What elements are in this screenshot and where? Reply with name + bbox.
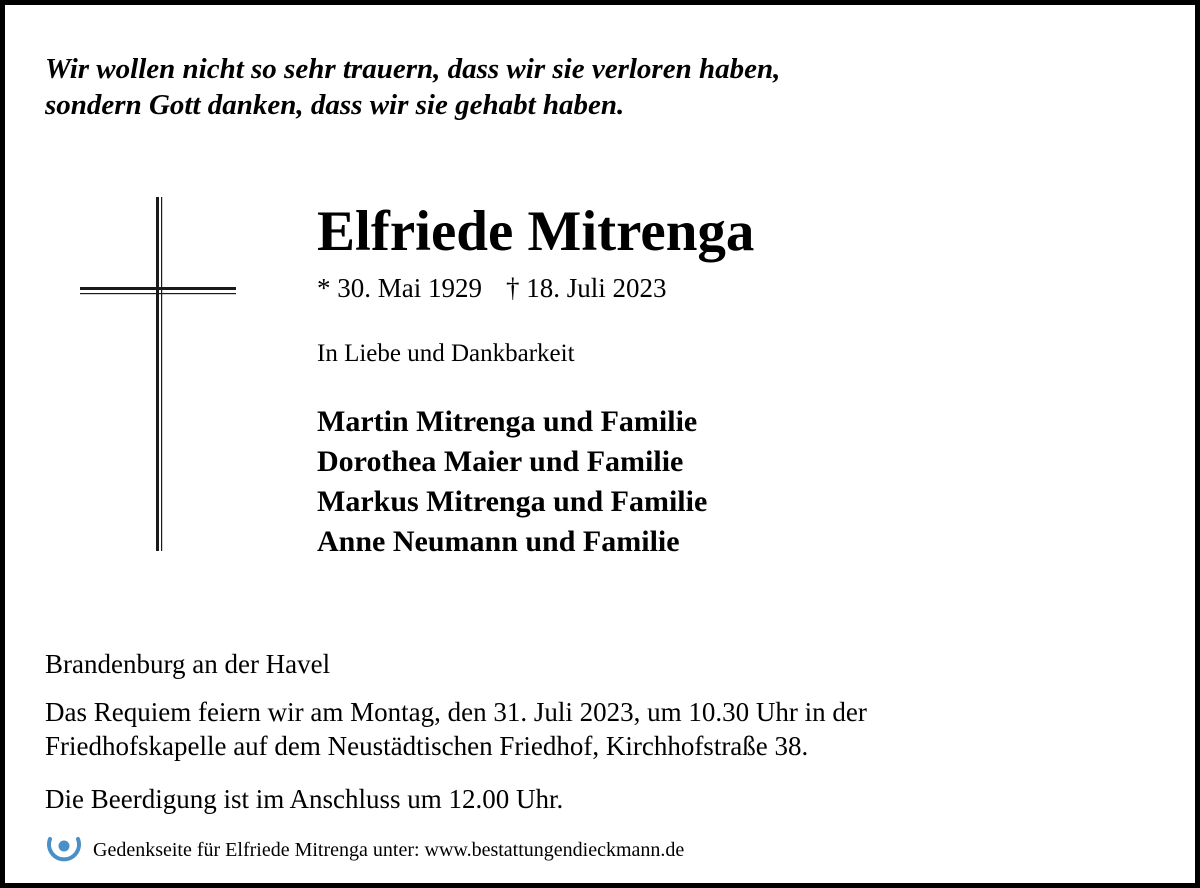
deceased-name: Elfriede Mitrenga	[317, 200, 755, 263]
memorial-logo-icon	[45, 831, 83, 867]
requiem-line: Das Requiem feiern wir am Montag, den 31. Juli 2023, um 10.30 Uhr in der	[45, 697, 867, 727]
motto-line: sondern Gott danken, dass wir sie gehabt haben.	[45, 89, 625, 121]
place: Brandenburg an der Havel	[45, 649, 331, 679]
mourner-entry: Dorothea Maier und Familie	[317, 445, 684, 478]
mourner-entry: Markus Mitrenga und Familie	[317, 485, 708, 518]
cross-icon	[80, 197, 236, 551]
mourners-list	[317, 402, 707, 562]
burial-info: Die Beerdigung ist im Anschluss um 12.00 Uhr.	[45, 784, 564, 814]
mourner-entry: Anne Neumann und Familie	[317, 525, 680, 558]
memorial-page-link[interactable]: Gedenkseite für Elfriede Mitrenga unter: www.bestattungendieckmann.de	[93, 839, 685, 861]
dedication: In Liebe und Dankbarkeit	[317, 340, 575, 367]
birth-date: * 30. Mai 1929	[317, 273, 482, 303]
death-date: † 18. Juli 2023	[506, 273, 667, 303]
mourner-entry: Martin Mitrenga und Familie	[317, 405, 698, 438]
requiem-info	[45, 695, 867, 763]
life-dates	[317, 270, 667, 306]
requiem-line: Friedhofskapelle auf dem Neustädtischen Friedhof, Kirchhofstraße 38.	[45, 731, 809, 761]
motto-line: Wir wollen nicht so sehr trauern, dass wir sie verloren haben,	[45, 53, 781, 85]
motto-quote	[45, 51, 1145, 123]
